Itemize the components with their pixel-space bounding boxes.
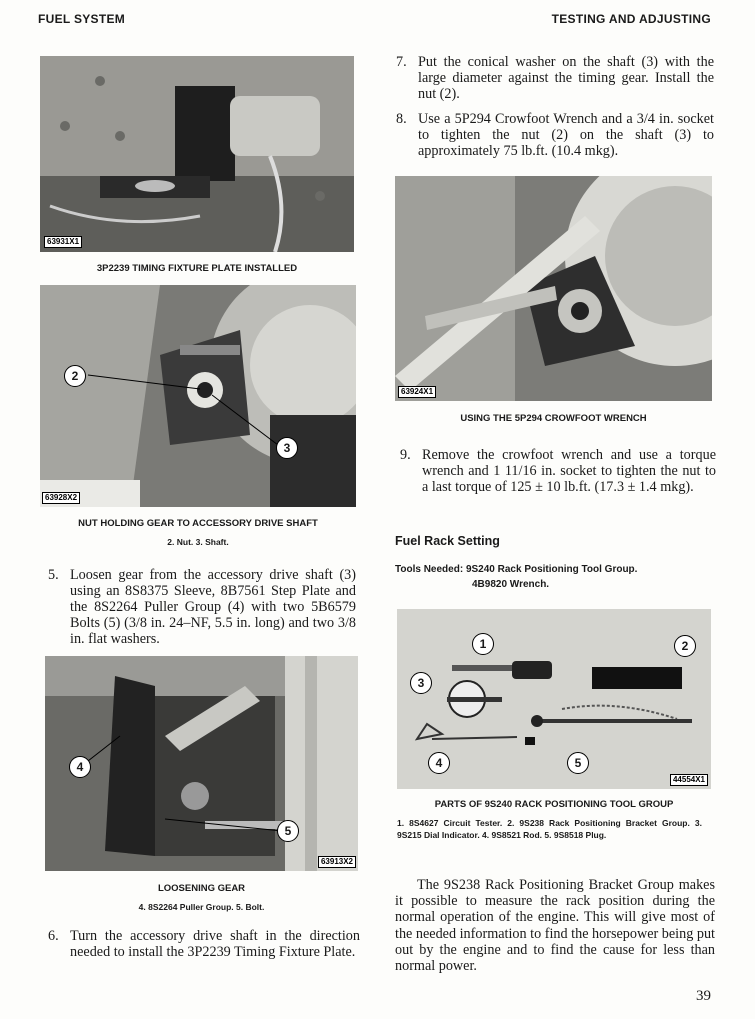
step-7 bbox=[396, 54, 714, 104]
step-text: Loosen gear from the accessory drive shaft (3) using an 8S8375 Sleeve, 8B7561 Step Plate and the 8S2264 Puller Group (4) with two 5B6579 Bolts (5) (3/8 in. 24–NF, 5.5 in. long) and two 3/8 in. flat washers. bbox=[70, 567, 356, 647]
photo-crowfoot-wrench bbox=[395, 176, 712, 401]
tools-label: Tools Needed: bbox=[395, 564, 464, 575]
step-number: 9. bbox=[400, 447, 411, 463]
callout-bolt: 5 bbox=[277, 820, 299, 842]
page-number: 39 bbox=[696, 988, 711, 1004]
figure-badge: 63928X2 bbox=[42, 492, 80, 504]
figure-subcaption: 2. Nut. 3. Shaft. bbox=[167, 537, 229, 547]
callout-bracket-group: 2 bbox=[674, 635, 696, 657]
step-number: 5. bbox=[48, 567, 59, 583]
figure-badge: 63931X1 bbox=[44, 236, 82, 248]
figure-caption: PARTS OF 9S240 RACK POSITIONING TOOL GROUP bbox=[434, 799, 674, 810]
callout-shaft: 3 bbox=[276, 437, 298, 459]
step-text: Use a 5P294 Crowfoot Wrench and a 3/4 in. socket to tighten the nut (2) on the shaft (3) to approximately 75 lb.ft. (10.4 mkg). bbox=[418, 111, 714, 159]
figure-subcaption: 4. 8S2264 Puller Group. 5. Bolt. bbox=[138, 902, 265, 912]
step-number: 8. bbox=[396, 111, 407, 127]
callout-circuit-tester: 1 bbox=[472, 633, 494, 655]
step-9 bbox=[400, 447, 716, 513]
photo-nut-gear-shaft bbox=[40, 285, 356, 507]
photo-loosening-gear bbox=[45, 656, 358, 871]
header-chapter-title: TESTING AND ADJUSTING bbox=[551, 12, 711, 26]
step-text: Put the conical washer on the shaft (3) with the large diameter against the timing gear. Install the nut (2). bbox=[418, 54, 714, 102]
figure-caption: NUT HOLDING GEAR TO ACCESSORY DRIVE SHAFT bbox=[78, 518, 318, 529]
callout-plug: 5 bbox=[567, 752, 589, 774]
tools-item: 4B9820 Wrench. bbox=[472, 579, 550, 590]
step-number: 7. bbox=[396, 54, 407, 70]
callout-nut: 2 bbox=[64, 365, 86, 387]
step-text: Turn the accessory drive shaft in the direction needed to install the 3P2239 Timing Fixture Plate. bbox=[70, 928, 360, 960]
section-heading: Fuel Rack Setting bbox=[395, 534, 500, 548]
figure-caption: 3P2239 TIMING FIXTURE PLATE INSTALLED bbox=[96, 263, 298, 274]
figure-badge: 44554X1 bbox=[670, 774, 708, 786]
step-6 bbox=[48, 928, 360, 978]
figure-caption: LOOSENING GEAR bbox=[157, 883, 246, 894]
step-number: 6. bbox=[48, 928, 59, 944]
figure-caption: USING THE 5P294 CROWFOOT WRENCH bbox=[460, 413, 647, 424]
callout-rod: 4 bbox=[428, 752, 450, 774]
step-5 bbox=[48, 567, 356, 649]
figure-badge: 63924X1 bbox=[398, 386, 436, 398]
figure-badge: 63913X2 bbox=[318, 856, 356, 868]
callout-puller-group: 4 bbox=[69, 756, 91, 778]
callout-dial-indicator: 3 bbox=[410, 672, 432, 694]
tools-needed bbox=[395, 562, 715, 594]
photo-rack-positioning-tools bbox=[397, 609, 711, 789]
tools-item: 9S240 Rack Positioning Tool Group. bbox=[465, 564, 638, 575]
body-paragraph: The 9S238 Rack Positioning Bracket Group makes it possible to measure the rack position during the normal operation of the engine. This will give most of the needed information to find the horsepower being put out by the engine and to find the cause for less than normal power. bbox=[395, 877, 715, 975]
figure-legend: 1. 8S4627 Circuit Tester. 2. 9S238 Rack Positioning Bracket Group. 3. 9S215 Dial Indicator. 4. 9S8521 Rod. 5. 9S8518 Plug. bbox=[397, 818, 702, 840]
header-section-title: FUEL SYSTEM bbox=[38, 12, 126, 26]
step-text: Remove the crowfoot wrench and use a torque wrench and 1 11/16 in. socket to tighten the nut to a last torque of 125 ± 10 lb.ft. (17.3 ± 1.4 mkg). bbox=[422, 447, 716, 495]
photo-timing-fixture-plate bbox=[40, 56, 354, 252]
step-8 bbox=[396, 111, 714, 161]
